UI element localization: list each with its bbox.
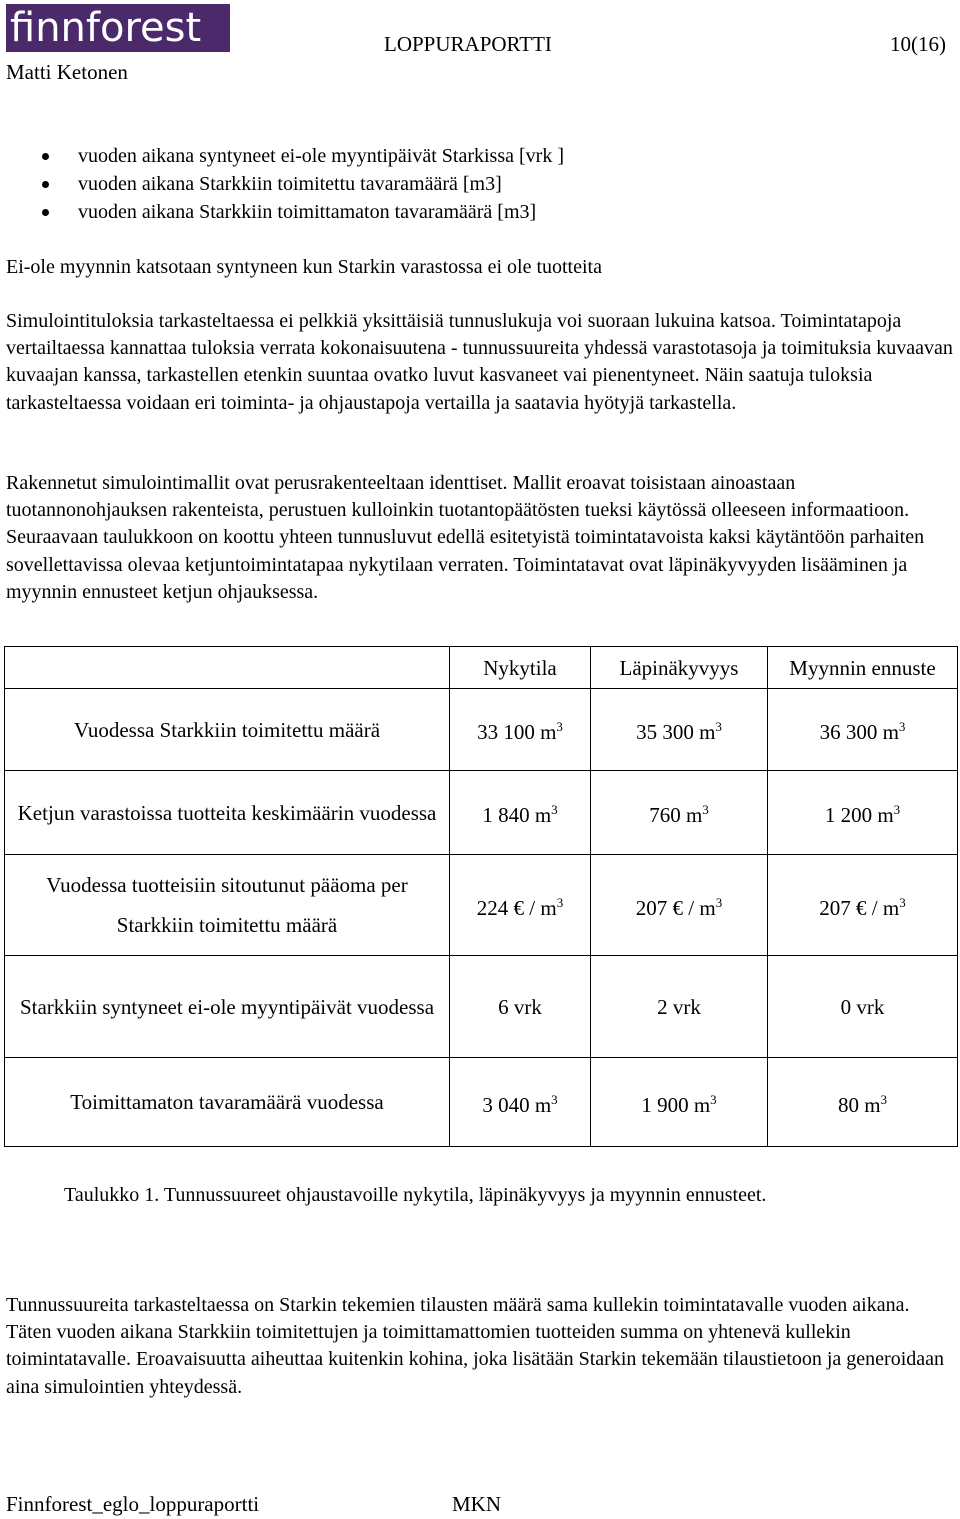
bullet-icon (42, 153, 49, 160)
company-logo: finnforest (6, 4, 230, 52)
list-item: vuoden aikana Starkkiin toimittamaton tavaramäärä [m3] (0, 198, 564, 226)
footer-initials: MKN (452, 1492, 502, 1516)
table-row (5, 771, 958, 855)
list-item: vuoden aikana Starkkiin toimitettu tavaramäärä [m3] (0, 170, 564, 198)
list-item: vuoden aikana syntyneet ei-ole myyntipäivät Starkissa [vrk ] (0, 142, 564, 170)
row-label: Vuodessa Starkkiin toimitettu määrä (5, 689, 450, 771)
paragraph-simulointitulokset: Simulointituloksia tarkasteltaessa ei pelkkiä yksittäisiä tunnuslukuja voi suoraan lukuina katsoa. Toimintatapoja vertailtaessa kannattaa tuloksia verrata kokonaisuutena - tunnussuureita yhdessä varastotasoja ja toimituksia kuvaavan kuvaajan kanssa, tarkastellen etenkin suuntaa ovatko luvut kasvaneet vai pienentyneet. Näin saatuja tuloksia tarkasteltaessa voidaan eri toiminta- ja ohjaustapoja vertailla ja saatavia hyötyjä tarkastella. (6, 310, 953, 414)
table-cell: 1 840 $m^3$ (450, 771, 591, 855)
table-caption: Taulukko 1. Tunnussuureet ohjaustavoille nykytila, läpinäkyvyys ja myynnin ennusteet. (64, 1184, 767, 1206)
paragraph-ei-ole-myynti: Ei-ole myynnin katsotaan syntyneen kun Starkin varastossa ei ole tuotteita (6, 256, 602, 278)
table-row (5, 689, 958, 771)
report-title: LOPPURAPORTTI (384, 32, 552, 56)
table-cell: 207 € / $m^3$ (768, 855, 958, 956)
table-cell: 36 300 $m^3$ (768, 689, 958, 771)
row-label: Starkkiin syntyneet ei-ole myyntipäivät vuodessa (5, 956, 450, 1058)
table-cell: 1 900 $m^3$ (591, 1058, 768, 1147)
row-label: Vuodessa tuotteisiin sitoutunut pääoma per Starkkiin toimitettu määrä (5, 855, 450, 956)
table-cell: 207 € / $m^3$ (591, 855, 768, 956)
page-number: 10(16) (890, 32, 946, 56)
table-cell: 224 € / $m^3$ (450, 855, 591, 956)
paragraph-simulointimallit: Rakennetut simulointimallit ovat perusrakenteeltaan identtiset. Mallit eroavat toisistaan ainoastaan tuotannonohjauksen rakenteista, perustuen kulloinkin tuotantopäätösten tueksi käytössä olleeseen informaatioon. Seuraavaan taulukkoon on koottu yhteen tunnusluvut edellä esitetyistä toimintatavoista kaksi käytäntöön parhaiten sovellettavissa olevaa ketjuntoimintatapaa nykytilaan verraten. Toimintatavat ovat läpinäkyvyyden lisääminen ja myynnin ennusteet ketjun ohjauksessa. (6, 472, 925, 603)
paragraph-tunnussuureet: Tunnussuureita tarkasteltaessa on Starkin tekemien tilausten määrä sama kullekin toimintatavalle vuoden aikana. Täten vuoden aikana Starkkiin toimitettujen ja toimittamattomien tuotteiden summa on yhtenevä kullekin toimintatavalle. Eroavaisuutta aiheuttaa kuitenkin kohina, joka lisätään Starkin tekemään tilaustietoon ja generoidaan aina simulointien yhteydessä. (6, 1294, 945, 1398)
table-cell: 33 100 $m^3$ (450, 689, 591, 771)
column-header: Myynnin ennuste (768, 647, 958, 689)
table-cell: 35 300 $m^3$ (591, 689, 768, 771)
table-corner-cell (5, 647, 450, 689)
row-label: Toimittamaton tavaramäärä vuodessa (5, 1058, 450, 1147)
footer-filename: Finnforest_eglo_loppuraportti (6, 1492, 260, 1516)
row-label: Ketjun varastoissa tuotteita keskimäärin vuodessa (5, 771, 450, 855)
table-row (5, 855, 958, 956)
results-table (4, 646, 958, 1147)
table-cell: 0 vrk (768, 956, 958, 1058)
bullet-icon (42, 181, 49, 188)
table-row (5, 956, 958, 1058)
table-cell: 6 vrk (450, 956, 591, 1058)
author-name: Matti Ketonen (6, 60, 128, 84)
table-cell: 80 $m^3$ (768, 1058, 958, 1147)
bullet-icon (42, 209, 49, 216)
bullet-list (0, 142, 564, 226)
table-row (5, 1058, 958, 1147)
table-cell: 760 $m^3$ (591, 771, 768, 855)
table-cell: 1 200 $m^3$ (768, 771, 958, 855)
column-header: Läpinäkyvyys (591, 647, 768, 689)
table-header-row (5, 647, 958, 689)
table-cell: 2 vrk (591, 956, 768, 1058)
table-cell: 3 040 $m^3$ (450, 1058, 591, 1147)
column-header: Nykytila (450, 647, 591, 689)
